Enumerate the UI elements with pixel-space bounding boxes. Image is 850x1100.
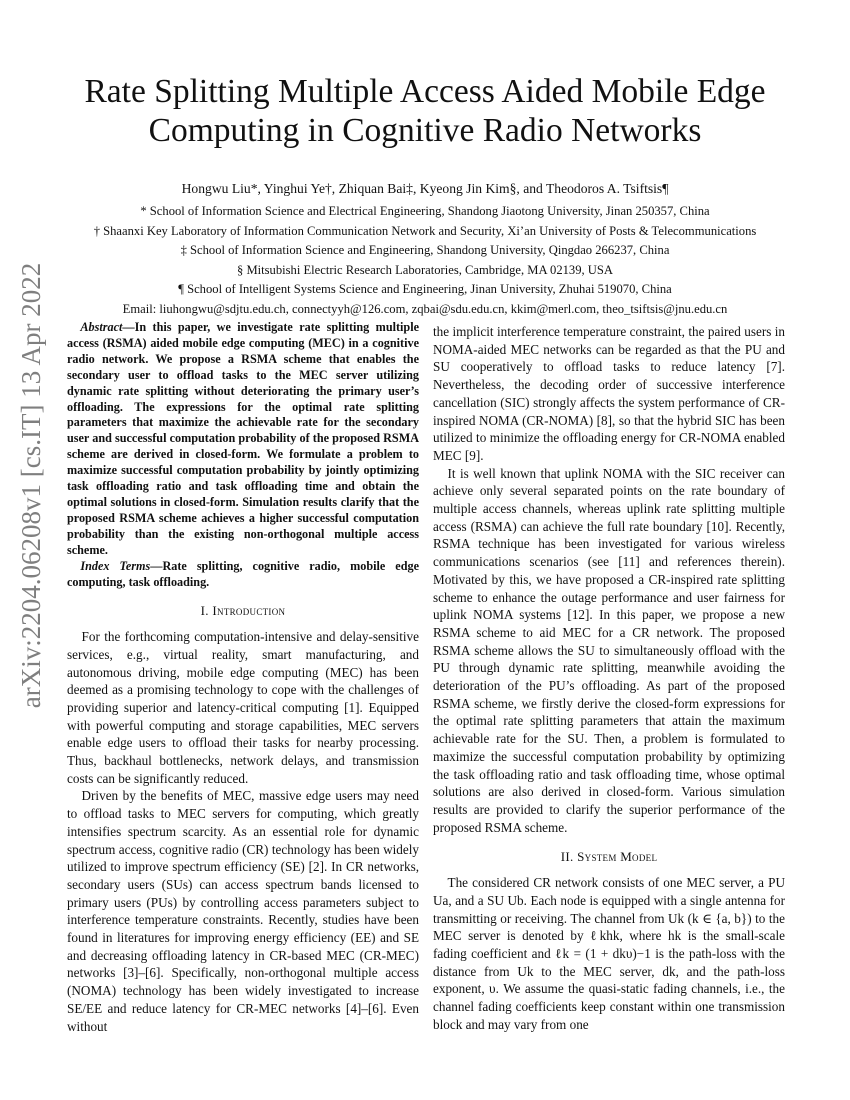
- arxiv-stamp-text: arXiv:2204.06208v1 [cs.IT] 13 Apr 2022: [16, 262, 47, 708]
- affiliation-3: ‡ School of Information Science and Engineering, Shandong University, Qingdao 266237, China: [180, 243, 670, 258]
- section-1-heading: I. Introduction: [200, 603, 286, 619]
- author-list: Hongwu Liu*, Yinghui Ye†, Zhiquan Bai‡, Kyeong Jin Kim§, and Theodoros A. Tsiftsis¶: [181, 181, 669, 196]
- affiliation-2: † Shaanxi Key Laboratory of Information Communication Network and Security, Xi’an University of Posts & Telecommunications: [93, 223, 757, 238]
- email-line: Email: liuhongwu@sdjtu.edu.ch, connectyyh@126.com, zqbai@sdu.edu.cn, kkim@merl.com, theo_tsiftsis@jnu.edu.cn: [122, 301, 728, 316]
- arxiv-stamp: [2, 262, 62, 708]
- intro-paragraph-3: the implicit interference temperature constraint, the paired users in NOMA-aided MEC networks can be regarded as that the PU and SU cooperatively to offload tasks to reduce latency [7]. Nevertheless, the decoding order of successive interference cancellation (SIC) strongly affects the system performance of CR-inspired NOMA (CR-NOMA) [8], so that the hybrid SIC has been utilized to minimize the offloading energy for CR-NOMA enabled MEC [9].: [433, 324, 785, 463]
- paper-title: [60, 72, 790, 150]
- abstract-text: —In this paper, we investigate rate splitting multiple access (RSMA) aided mobile edge computing (MEC) in a cognitive radio network. We propose a RSMA scheme that enables the secondary user to offload tasks to the MEC server utilizing dynamic rate splitting without deteriorating the primary user’s offloading. The expressions for the optimal rate splitting parameters that maximize the achievable rate for the secondary user and successful computation probability of the proposed RSMA scheme are derived in closed-form. We formulate a problem to maximize successful computation probability by jointly optimizing task offloading ratio and task offloading time and obtain the optimal solutions in closed-form. Simulation results clarify that the proposed RSMA scheme achieves a higher successful computation probability than the existing non-orthogonal multiple access scheme.: [67, 320, 419, 557]
- title-line-1: Rate Splitting Multiple Access Aided Mobile Edge: [84, 73, 766, 110]
- index-terms-text: —Rate splitting, cognitive radio, mobile edge computing, task offloading.: [67, 558, 419, 589]
- affiliation-1: * School of Information Science and Electrical Engineering, Shandong Jiaotong University, Jinan 250357, China: [140, 204, 710, 218]
- section-2-heading: II. System Model: [560, 849, 658, 865]
- abstract-label: Abstract: [80, 320, 123, 334]
- index-terms-label: Index Terms: [80, 558, 151, 573]
- affiliation-list: [40, 202, 810, 320]
- intro-paragraph-2: Driven by the benefits of MEC, massive edge users may need to offload tasks to MEC servers for computing, which greatly intensifies spectrum scarcity. As an essential role for dynamic spectrum access, cognitive radio (CR) technology has been widely utilized to improve spectrum efficiency (SE) [2]. In CR networks, secondary users (SUs) can access spectrum bands licensed to primary users (PUs) by controlling access parameters subject to interference temperature constraints. Recently, studies have been found in literatures for improving energy efficiency (EE) and SE and decreasing offloading latency in CR-based MEC (CR-MEC) networks [3]–[6]. Specifically, non-orthogonal multiple access (NOMA) technology has been widely investigated to increase SE/EE and reduce latency for CR-MEC networks [4]–[6]. Even without: [67, 788, 419, 1034]
- system-model-paragraph: The considered CR network consists of one MEC server, a PU Ua, and a SU Ub. Each node is equipped with a single antenna for transmitting or receiving. The channel from Uk (k ∈ {a, b}) to the MEC server is denoted by ℓkhk, where hk is the small-scale fading coefficient and ℓk = (1 + dkυ)−1 is the path-loss with the distance from Uk to the MEC server, dk, and the path-loss exponent, υ. We assume the quasi-static fading channels, i.e., the channel fading coefficients keep constant within one transmission block and may vary from one: [433, 875, 785, 1032]
- intro-paragraph-4: It is well known that uplink NOMA with the SIC receiver can achieve only several separated points on the rate boundary of multiple access channels, whereas uplink rate splitting multiple access (RSMA) can achieve the full rate boundary [10]. Recently, RSMA technique has been investigated for various wireless communications scenarios (see [11] and references therein). Motivated by this, we have proposed a CR-inspired rate splitting scheme to enhance the outage performance and user fairness for uplink NOMA systems [12]. In this paper, we propose a new RSMA scheme to aid MEC for a CR network. The proposed RSMA scheme allows the SU to simultaneously offload with the PU through dynamic rate splitting, meanwhile avoiding the deterioration of the PU’s offloading. As part of the proposed RSMA scheme, we firstly derive the closed-form expressions for the optimal rate splitting parameters that attain the maximum achievable rate for the SU. Then, a problem is formulated to maximize the successful computation probability by optimizing the task offloading ratio and task offloading time, whose optimal solutions are also derived in closed-form. Various simulation results are provided to clarify the superior performance of the proposed RSMA scheme.: [433, 465, 785, 835]
- affiliation-4: § Mitsubishi Electric Research Laboratories, Cambridge, MA 02139, USA: [237, 262, 613, 277]
- index-terms: [67, 559, 419, 591]
- abstract: [67, 320, 419, 559]
- title-line-2: Computing in Cognitive Radio Networks: [148, 112, 702, 149]
- left-column: [67, 320, 419, 1035]
- right-column: [433, 323, 785, 1033]
- affiliation-5: ¶ School of Intelligent Systems Science and Engineering, Jinan University, Zhuhai 519070, China: [178, 282, 672, 297]
- intro-paragraph-1: For the forthcoming computation-intensive and delay-sensitive services, e.g., virtual reality, smart manufacturing, and autonomous driving, mobile edge computing (MEC) has been deemed as a promising technology to cope with the challenges of providing superior and latency-critical computing [1]. Equipped with powerful computing and storage capabilities, MEC servers enable edge users to offload their tasks for nearby processing. Thus, backhaul bottlenecks, network delays, and transmission costs can be significantly reduced.: [67, 629, 419, 786]
